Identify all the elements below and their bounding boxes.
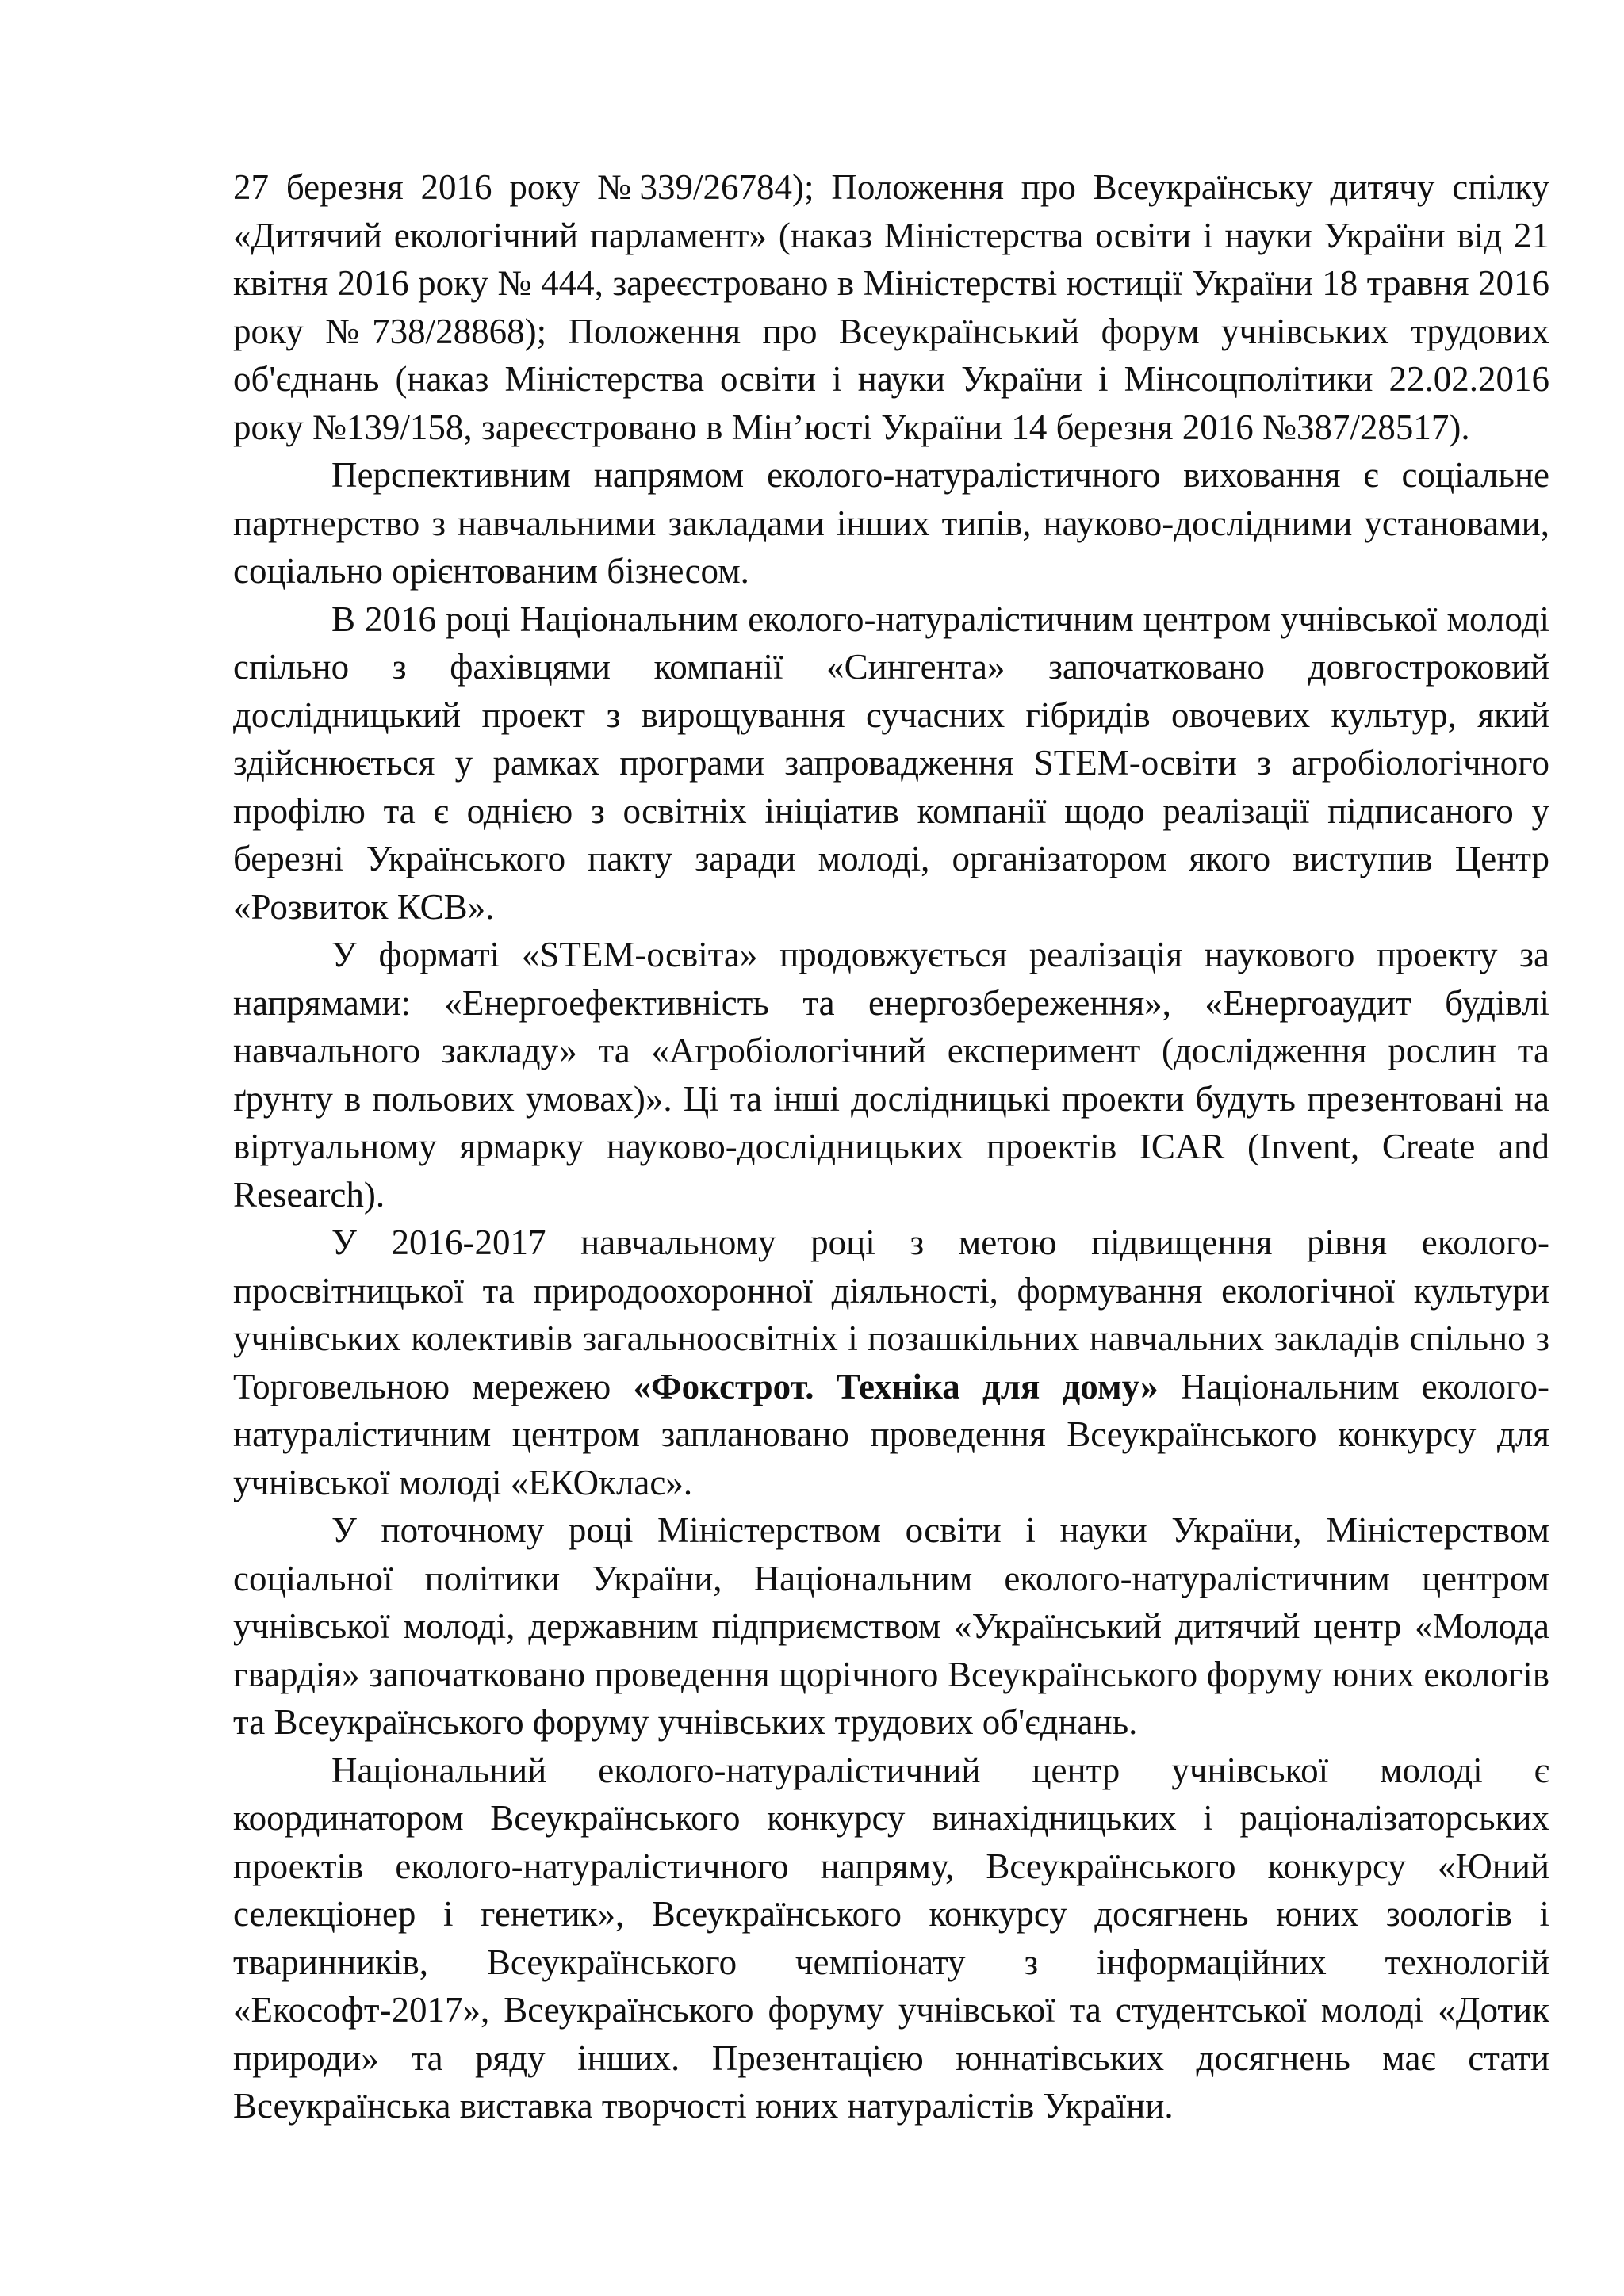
paragraph-5-text-after: Національним еколого-натуралістичним центром заплановано проведення Всеукраїнського конкурсу для учнівської молоді «ЕКОклас». [233,1366,1549,1502]
paragraph-5-text-before: У 2016-2017 навчальному році з метою підвищення рівня еколого-просвітницької та природоохоронної діяльності, формування екологічної культури учнівських колективів загальноосвітніх і позашкільних навчальних закладів спільно з Торговельною мережею [233,1223,1549,1406]
paragraph-5 [233,1219,1549,1506]
paragraph-4: У форматі «STEM-освіта» продовжується реалізація наукового проекту за напрямами: «Енергоефективність та енергозбереження», «Енергоаудит будівлі навчального закладу» та «Агробіологічний експеримент (дослідження рослин та ґрунту в польових умовах)». Ці та інші дослідницькі проекти будуть презентовані на віртуальному ярмарку науково-дослідницьких проектів ICAR (Invent, Create and Research). [233,935,1549,1215]
paragraph-7: Національний еколого-натуралістичний центр учнівської молоді є координатором Всеукраїнського конкурсу винахідницьких і раціоналізаторських проектів еколого-натуралістичного напряму, Всеукраїнського конкурсу «Юний селекціонер і генетик», Всеукраїнського конкурсу досягнень юних зоологів і тваринників, Всеукраїнського чемпіонату з інформаційних технологій «Екософт-2017», Всеукраїнського форуму учнівської та студентської молоді «Дотик природи» та ряду інших. Презентацією юннатівських досягнень має стати Всеукраїнська виставка творчості юних натуралістів України. [233,1750,1549,2126]
paragraph-1-continuation: 27 березня 2016 року №339/26784); Положення про Всеукраїнську дитячу спілку «Дитячий екологічний парламент» (наказ Міністерства освіти і науки України від 21 квітня 2016 року № 444, зареєстровано в Міністерстві юстиції України 18 травня 2016 року №738/28868); Положення про Всеукраїнський форум учнівських трудових об'єднань (наказ Міністерства освіти і науки України і Мінсоцполітики 22.02.2016 року №139/158, зареєстровано в Мін’юсті України 14 березня 2016 №387/28517). [233,167,1549,447]
document-body [233,163,1549,2130]
paragraph-6: У поточному році Міністерством освіти і науки України, Міністерством соціальної політики України, Національним еколого-натуралістичним центром учнівської молоді, державним підприємством «Український дитячий центр «Молода гвардія» започатковано проведення щорічного Всеукраїнського форуму юних екологів та Всеукраїнського форуму учнівських трудових об'єднань. [233,1510,1549,1742]
paragraph-5-bold-partner-name: «Фокстрот. Техніка для дому» [633,1366,1159,1406]
paragraph-3: В 2016 році Національним еколого-натуралістичним центром учнівської молоді спільно з фахівцями компанії «Сингента» започатковано довгостроковий дослідницький проект з вирощування сучасних гібридів овочевих культур, який здійснюється у рамках програми запровадження STEM-освіти з агробіологічного профілю та є однією з освітніх ініціатив компанії щодо реалізації підписаного у березні Українського пакту заради молоді, організатором якого виступив Центр «Розвиток КСВ». [233,599,1549,927]
paragraph-2: Перспективним напрямом еколого-натуралістичного виховання є соціальне партнерство з навчальними закладами інших типів, науково-дослідними установами, соціально орієнтованим бізнесом. [233,455,1549,591]
